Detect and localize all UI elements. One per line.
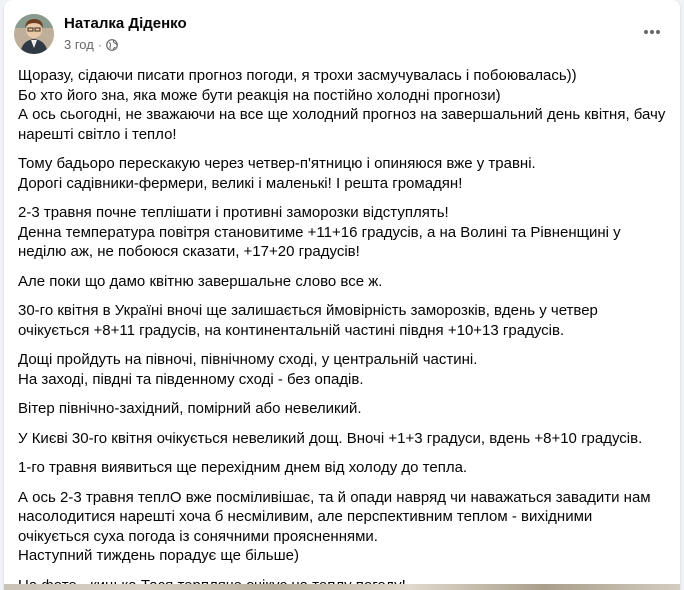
post-text-line: Бо хто його зна, яка може бути реакція на постійно холодні прогнози) xyxy=(18,86,501,104)
post-card xyxy=(4,0,680,590)
post-text-line: Дорогі садівники-фермери, великі і маленькі! І решта громадян! xyxy=(18,174,463,192)
post-paragraph xyxy=(18,272,666,292)
post-time[interactable]: 3 год xyxy=(64,37,94,52)
post-text-line: А ось 2-3 травня теплО вже посміливішає, та й опади навряд чи наважаться завадити нам насолодитися нарешті хоча б несміливим, але перспективним теплом - вихідними очікується суха погода із сонячними проясненнями. xyxy=(18,488,651,545)
author-name[interactable]: Наталка Діденко xyxy=(64,15,187,32)
post-paragraph xyxy=(18,458,666,478)
post-text-line: Тому бадьоро перескакую через четвер-п'ятницю і опиняюся вже у травні. xyxy=(18,155,536,172)
post-text-line: Наступний тиждень порадує ще більше) xyxy=(18,547,299,564)
post-paragraph xyxy=(18,488,666,566)
post-paragraph xyxy=(18,154,666,193)
post-text-line: Дощі пройдуть на півночі, північному сході, у центральній частині. xyxy=(18,351,478,368)
meta-separator: · xyxy=(97,37,102,52)
post-text xyxy=(18,66,666,590)
post-text-line: Щоразу, сідаючи писати прогноз погоди, я трохи засмучувалась і побоювалась)) xyxy=(18,67,577,84)
post-text-line: На заході, півдні та південному сході - без опадів. xyxy=(18,370,364,388)
post-text-line: А ось сьогодні, не зважаючи на все ще холодний прогноз на завершальний день квітня, бачу нарешті світло і тепло! xyxy=(18,106,666,143)
post-paragraph xyxy=(18,429,666,449)
post-photo-preview[interactable] xyxy=(4,584,680,590)
post-text-line: У Києві 30-го квітня очікується невеликий дощ. Вночі +1+3 градуси, вдень +8+10 градусів. xyxy=(18,429,643,447)
more-options-icon xyxy=(642,22,662,42)
globe-icon[interactable] xyxy=(106,39,118,51)
post-paragraph xyxy=(18,350,666,389)
more-options-button[interactable] xyxy=(636,16,668,48)
post-paragraph xyxy=(18,203,666,262)
post-text-line: Але поки що дамо квітню завершальне слово все ж. xyxy=(18,272,383,290)
post-header xyxy=(14,12,670,56)
author-avatar[interactable] xyxy=(14,14,54,54)
post-text-line: 2-3 травня почне теплішати і противні заморозки відступлять! xyxy=(18,204,449,221)
post-paragraph xyxy=(18,301,666,340)
post-text-line: 1-го травня виявиться ще перехідним днем від холоду до тепла. xyxy=(18,459,468,476)
post-meta xyxy=(64,37,118,52)
post-paragraph xyxy=(18,399,666,419)
post-text-line: Вітер північно-західний, помірний або невеликий. xyxy=(18,400,362,417)
user-avatar-photo-icon xyxy=(14,14,54,54)
post-text-line: Денна температура повітря становитиме +11+16 градусів, а на Волині та Рівненщині у неділю аж, не побоюся сказати, +17+20 градусів! xyxy=(18,223,621,260)
post-paragraph xyxy=(18,66,666,144)
post-text-line: 30-го квітня в Україні вночі ще залишається ймовірність заморозків, вдень у четвер очікується +8+11 градусів, на континентальній частині півдня +10+13 градусів. xyxy=(18,302,598,339)
